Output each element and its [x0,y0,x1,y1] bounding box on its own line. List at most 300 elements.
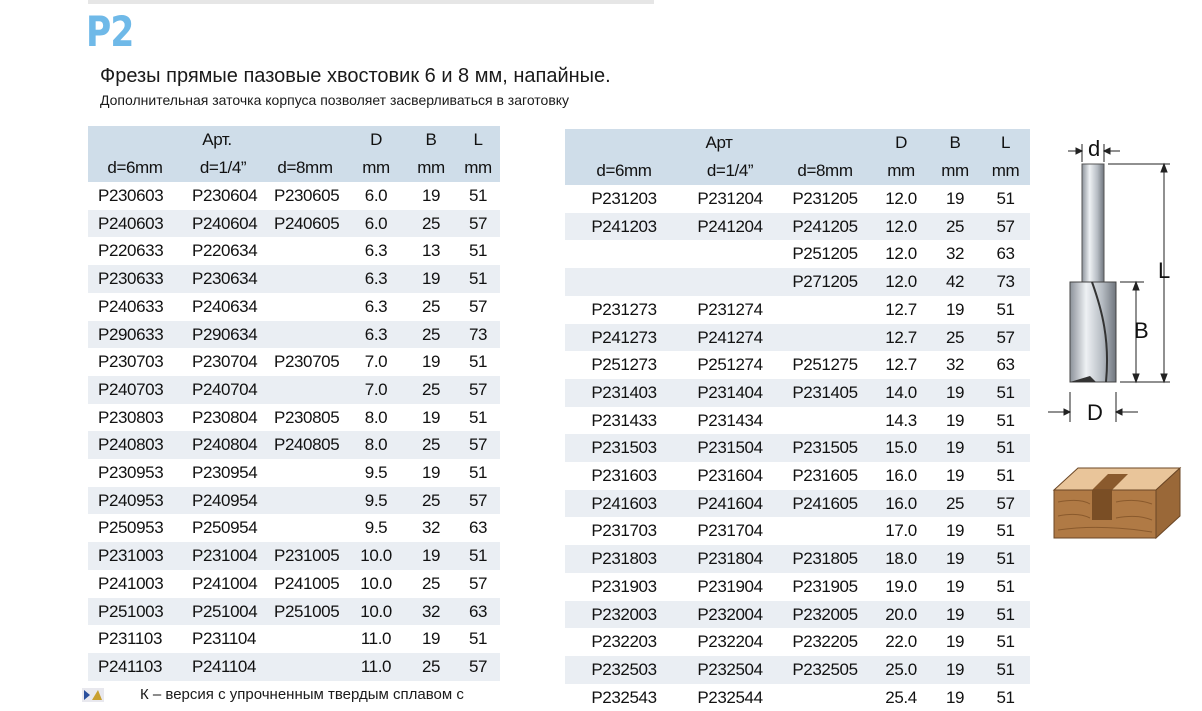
spec-table-left [88,126,500,681]
value-B: 32 [421,601,441,621]
article-d8: P231005 [274,546,340,566]
value-D: 6.0 [364,213,388,233]
value-D: 12.0 [885,272,917,292]
article-d14: P250954 [192,518,258,538]
value-D: 19.0 [885,576,917,596]
value-L: 57 [468,656,488,676]
value-D: 14.0 [885,382,917,402]
value-L: 57 [996,216,1015,236]
article-d8 [264,514,346,542]
article-d14: P230634 [192,269,258,289]
article-d6: P232203 [591,632,657,652]
article-d8: P230805 [274,407,340,427]
article-d14: P231604 [697,466,763,486]
table-row [88,487,500,515]
article-d14: P241104 [192,656,257,676]
col-d6: d=6mm [107,158,163,177]
value-B: 25 [421,656,441,676]
value-B: 42 [945,272,965,292]
value-B: 19 [421,407,441,427]
article-d6: P250953 [98,518,164,538]
article-d8 [777,324,873,352]
value-L: 51 [996,687,1015,707]
value-B: 19 [421,546,441,566]
article-d6: P230803 [98,407,164,427]
value-B: 25 [421,490,441,510]
article-d14: P290634 [192,324,258,344]
label-B: B [1134,318,1149,343]
value-D: 25.0 [885,659,917,679]
table-row [565,545,1030,573]
article-d6: P230953 [98,463,164,483]
article-d6: P231403 [591,382,657,402]
article-d8 [264,376,346,404]
value-L: 51 [996,521,1015,541]
article-d6: P240803 [98,435,164,455]
article-d14: P231204 [697,189,763,208]
article-d8 [264,293,346,321]
table-row [88,514,500,542]
value-L: 57 [468,296,488,316]
value-D: 8.0 [364,407,388,427]
article-d6: P240953 [98,490,164,510]
article-d14: P241204 [697,216,763,236]
article-d6: P231903 [591,576,657,596]
article-d8: P241605 [792,493,858,513]
col-B: B [949,133,961,152]
value-B: 19 [945,438,965,458]
table-row [88,293,500,321]
value-B: 19 [945,632,965,652]
article-d6: P230603 [98,186,164,205]
article-d6: P240603 [98,213,164,233]
value-B: 19 [421,352,441,372]
value-B: 19 [945,659,965,679]
value-L: 51 [996,189,1015,208]
article-d8: P231605 [792,466,858,486]
article-d14: P231104 [192,629,257,649]
article-d8: P231905 [792,576,858,596]
value-B: 19 [945,382,965,402]
value-L: 51 [996,632,1015,652]
value-L: 51 [468,352,488,372]
table-row [565,656,1030,684]
value-B: 19 [421,463,441,483]
article-d8: P230605 [274,186,340,205]
table-row [88,182,500,210]
article-d8 [264,625,346,653]
value-L: 57 [468,490,488,510]
value-L: 51 [468,186,488,205]
footnote [82,685,522,705]
product-code: P2 [86,7,134,56]
article-d6 [565,240,683,268]
article-d8: P241005 [274,573,340,593]
article-d14: P240804 [192,435,258,455]
table-row [565,213,1030,241]
table-row [565,240,1030,268]
header-row-columns [88,154,500,182]
article-d6: P231703 [591,521,657,541]
value-D: 12.0 [885,244,917,264]
table-row [88,459,500,487]
value-B: 19 [421,629,441,649]
cutter-body-shape [1070,282,1116,382]
value-B: 19 [945,549,965,569]
value-D: 10.0 [360,573,392,593]
article-d6 [565,268,683,296]
article-d6: P241203 [591,216,657,236]
page-title: Фрезы прямые пазовые хвостовик 6 и 8 мм, напайные. [100,65,611,87]
article-d8: P240805 [274,435,340,455]
table-row [565,517,1030,545]
value-D: 7.0 [364,379,388,399]
table-row [88,542,500,570]
article-d6: P240633 [98,296,164,316]
table-row [565,684,1030,711]
table-row [88,431,500,459]
table-row [88,321,500,349]
table-row [88,237,500,265]
value-D: 11.0 [360,629,392,649]
value-L: 51 [996,299,1015,319]
article-d6: P232003 [591,604,657,624]
article-d6: P231603 [591,466,657,486]
article-d8: P232505 [792,659,858,679]
value-B: 25 [421,379,441,399]
article-d6: P240703 [98,379,164,399]
article-d8 [777,517,873,545]
table-row [565,351,1030,379]
article-d8: P231505 [792,438,858,458]
article-d14: P241004 [192,573,258,593]
article-d8: P241205 [792,216,858,236]
value-B: 25 [945,327,965,347]
article-d8: P251275 [792,355,858,375]
article-d8: P230705 [274,352,340,372]
value-D: 25.4 [885,687,917,707]
value-D: 14.3 [885,410,917,430]
table-body-right [565,185,1030,711]
article-d14: P232004 [697,604,763,624]
value-L: 51 [996,438,1015,458]
label-D: D [1087,400,1103,425]
article-d8 [264,265,346,293]
wood-block-front [1054,490,1156,538]
footnote-text: К – версия с упрочненным твердым сплавом с [140,686,464,703]
table-row [565,628,1030,656]
value-D: 18.0 [885,549,917,569]
article-d14: P230954 [192,463,258,483]
value-D: 9.5 [364,518,388,538]
value-L: 57 [468,379,488,399]
value-B: 25 [421,213,441,233]
article-d14: P231504 [697,438,763,458]
value-D: 9.5 [364,463,388,483]
shank-shape [1082,164,1104,282]
article-d8: P232005 [792,604,858,624]
label-d: d [1088,136,1101,161]
value-D: 9.5 [364,490,388,510]
router-bit-diagram [1040,130,1202,430]
value-L: 57 [468,213,488,233]
table-row [565,601,1030,629]
value-B: 19 [421,186,441,205]
value-D: 6.3 [364,269,388,289]
page-note: Дополнительная заточка корпуса позволяет засверливаться в заготовку [100,92,570,108]
header-row-group [565,129,1030,157]
article-d8 [264,487,346,515]
article-d6: P231203 [591,189,657,208]
value-D: 6.0 [364,186,388,205]
value-L: 51 [468,629,488,649]
article-d8: P231405 [792,382,858,402]
article-d6: P231103 [98,629,163,649]
article-d14: P240604 [192,213,258,233]
value-D: 22.0 [885,632,917,652]
article-d6: P230633 [98,269,164,289]
article-d8: P232205 [792,632,858,652]
article-d14: P232544 [697,687,763,707]
table-row [565,490,1030,518]
value-L: 51 [468,546,488,566]
article-d6: P230703 [98,352,164,372]
value-D: 12.7 [885,299,917,319]
article-d6: P241003 [98,573,164,593]
value-B: 19 [945,189,965,208]
article-d14: P251004 [192,601,258,621]
value-L: 51 [468,241,488,261]
article-d14: P220634 [192,241,258,261]
unit-D: mm [887,161,915,180]
header-row-columns [565,157,1030,185]
article-d6: P231273 [591,299,657,319]
table-row [565,268,1030,296]
value-L: 51 [468,463,488,483]
article-d8 [264,237,346,265]
top-rule [88,0,654,4]
table-row [565,434,1030,462]
table-row [88,570,500,598]
table-body-left [88,182,500,681]
value-L: 63 [996,244,1015,264]
value-B: 19 [421,269,441,289]
col-L: L [473,130,483,149]
value-L: 51 [996,576,1015,596]
value-B: 25 [945,493,965,513]
col-d6: d=6mm [596,161,652,180]
article-d14: P230704 [192,352,258,372]
value-D: 12.0 [885,216,917,236]
article-d14: P241274 [697,327,763,347]
value-B: 19 [945,576,965,596]
value-B: 25 [421,573,441,593]
value-D: 7.0 [364,352,388,372]
value-L: 57 [468,435,488,455]
table-row [565,296,1030,324]
table-row [88,625,500,653]
value-B: 19 [945,466,965,486]
article-d14: P231904 [697,576,763,596]
value-L: 51 [996,604,1015,624]
table-row [88,210,500,238]
unit-B: mm [941,161,969,180]
groove-illustration [1050,462,1184,542]
value-B: 25 [421,435,441,455]
table-row [88,376,500,404]
value-L: 51 [996,410,1015,430]
article-d14 [683,240,777,268]
value-L: 63 [468,601,488,621]
label-L: L [1158,258,1171,283]
value-L: 63 [468,518,488,538]
article-d6: P231803 [591,549,657,569]
col-d8: d=8mm [797,161,853,180]
value-L: 63 [996,355,1015,375]
value-L: 51 [996,549,1015,569]
value-D: 6.3 [364,241,388,261]
article-d6: P231503 [591,438,657,458]
value-D: 17.0 [885,521,917,541]
table-row [565,573,1030,601]
article-d8 [264,653,346,681]
value-D: 8.0 [364,435,388,455]
value-D: 6.3 [364,296,388,316]
value-L: 57 [468,573,488,593]
value-B: 19 [945,299,965,319]
table-row [88,265,500,293]
article-d8: P251205 [792,244,858,264]
value-L: 73 [996,272,1015,292]
article-d14: P240634 [192,296,258,316]
article-d14: P231434 [697,410,763,430]
col-B: B [425,130,437,149]
article-d14: P231804 [697,549,763,569]
value-B: 25 [945,216,965,236]
value-D: 12.7 [885,327,917,347]
article-d14: P230604 [192,186,258,205]
article-d14 [683,268,777,296]
article-d6: P232503 [591,659,657,679]
value-D: 10.0 [360,546,392,566]
value-L: 57 [996,327,1015,347]
article-d8 [777,296,873,324]
table-row [88,598,500,626]
col-d14: d=1/4” [199,158,247,177]
value-B: 19 [945,410,965,430]
article-d14: P232504 [697,659,763,679]
value-D: 16.0 [885,466,917,486]
value-B: 25 [421,296,441,316]
value-L: 51 [996,382,1015,402]
value-D: 12.7 [885,355,917,375]
value-B: 19 [945,604,965,624]
value-D: 20.0 [885,604,917,624]
table-row [565,324,1030,352]
article-d14: P231004 [192,546,258,566]
article-d14: P241604 [697,493,763,513]
value-B: 32 [945,244,965,264]
table-row [88,653,500,681]
table-row [88,404,500,432]
article-d8: P231205 [792,189,858,208]
value-B: 32 [945,355,965,375]
unit-L: mm [991,161,1020,180]
value-B: 32 [421,518,441,538]
spec-table-right [565,129,1030,711]
value-L: 51 [996,659,1015,679]
article-d6: P231433 [591,410,657,430]
value-D: 10.0 [360,601,392,621]
article-d14: P251274 [697,355,763,375]
value-B: 19 [945,521,965,541]
article-d14: P231404 [697,382,763,402]
value-D: 11.0 [360,656,392,676]
article-d6: P251003 [98,601,164,621]
value-L: 73 [468,324,488,344]
article-group-label: Арт. [202,130,232,149]
article-d14: P240954 [192,490,258,510]
article-d6: P241273 [591,327,657,347]
article-d8: P251005 [274,601,340,621]
unit-B: mm [417,158,445,177]
article-d6: P232543 [591,687,657,707]
table-row [565,379,1030,407]
article-d8: P231805 [792,549,858,569]
article-d6: P231003 [98,546,164,566]
value-B: 25 [421,324,441,344]
col-d8: d=8mm [277,158,333,177]
value-D: 15.0 [885,438,917,458]
article-d14: P231274 [697,299,763,319]
col-L: L [1000,133,1011,152]
article-group-label: Арт [705,133,733,152]
article-d8 [264,321,346,349]
col-D: D [370,130,382,149]
col-d14: d=1/4” [706,161,754,180]
article-d8: P240605 [274,213,340,233]
value-B: 13 [421,241,441,261]
value-L: 51 [468,407,488,427]
header-row-group [88,126,500,154]
article-d14: P240704 [192,379,258,399]
value-D: 16.0 [885,493,917,513]
table-row [565,407,1030,435]
col-D: D [895,133,907,152]
article-d6: P290633 [98,324,164,344]
article-d8 [264,459,346,487]
article-d6: P220633 [98,241,164,261]
unit-L: mm [464,158,492,177]
article-d8: P271205 [792,272,858,292]
unit-D: mm [362,158,390,177]
article-d6: P251273 [591,355,657,375]
article-d14: P231704 [697,521,763,541]
value-L: 51 [996,466,1015,486]
article-d8 [777,407,873,435]
article-d14: P230804 [192,407,258,427]
table-row [565,462,1030,490]
value-D: 6.3 [364,324,388,344]
table-row [565,185,1030,213]
value-D: 12.0 [885,189,917,208]
value-L: 57 [996,493,1015,513]
article-d8 [777,684,873,711]
value-B: 19 [945,687,965,707]
article-d6: P241603 [591,493,657,513]
article-d14: P232204 [697,632,763,652]
value-L: 51 [468,269,488,289]
